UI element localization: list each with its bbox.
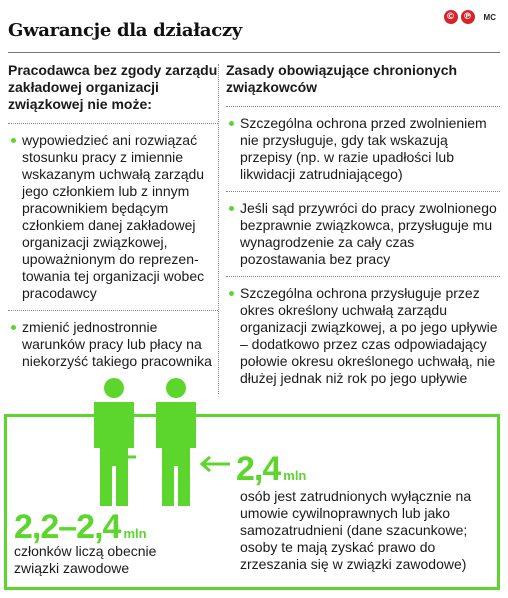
- dotted-separator: [8, 123, 218, 124]
- arrow-right-icon: [196, 455, 232, 473]
- stat-value: 2,2–2,4: [14, 508, 121, 546]
- stat-unit: mln: [123, 526, 147, 541]
- right-column-heading: Zasady obowiązujące chronionych związkowców: [226, 62, 458, 95]
- right-list-item: Szczególna ochrona przed zwolnieniem nie przysługuje, gdy tak wskazują przepisy (np. w razie upadłości lub likwidacji zatrudniającego): [226, 115, 500, 183]
- page-title: Gwarancje dla działaczy: [8, 20, 242, 41]
- contract-workers-stat: [236, 452, 306, 493]
- dotted-separator: [226, 191, 500, 192]
- column-divider: [218, 64, 219, 394]
- right-list-item: Szczególna ochrona przysługuje przez okres określony uchwałą zarządu organizacji związkowej, a po jego upływie – dodatkowo przez czas odpowiadający połowie okresu określonego uchwałą, nie dłużej jednak niż rok po jego upływie: [226, 285, 500, 387]
- phonogram-logo-icon: ℗: [461, 10, 475, 24]
- union-members-description: członków liczą obecnie związki zawodowe: [14, 543, 157, 576]
- dotted-separator: [8, 310, 218, 311]
- left-list-item: wypowiedzieć ani rozwiązać stosunku pracy z imiennie wskazanym uchwałą zarządu jego członkiem lub z innym pracownikiem będącym członkiem danej zakładowej organizacji związkowej, upoważnionym do reprezen-towania tej organizacji wobec pracodawcy: [8, 132, 218, 302]
- copyright-logo-icon: ©: [444, 10, 458, 24]
- person-figure-icon: [94, 378, 134, 506]
- left-column-heading: Pracodawca bez zgody zarządu zakładowej organizacji związkowej nie może:: [8, 62, 218, 112]
- right-column: [226, 62, 500, 387]
- publisher-logos: [444, 10, 496, 24]
- dotted-separator: [226, 276, 500, 277]
- title-divider: [8, 52, 500, 53]
- right-list-item: Jeśli sąd przywróci do pracy zwolnionego bezprawnie związkowca, przysługuje mu wynagrodzenie za cały czas pozostawania bez pracy: [226, 200, 500, 268]
- stat-value: 2,4: [236, 450, 281, 488]
- dotted-separator: [226, 106, 500, 107]
- left-list-item: zmienić jednostronnie warunków pracy lub płacy na niekorzyść takiego pracownika: [8, 319, 218, 370]
- arrow-left-icon: [108, 448, 138, 466]
- contract-workers-description: osób jest zatrudnionych wyłącznie na umowie cywilnoprawnych lub jako samozatrudnieni (dane szacunkowe; osoby te mają zyskać prawo do zrzeszania się w związki zawodowe): [240, 488, 472, 572]
- author-initials: MC: [483, 12, 496, 22]
- stat-unit: mln: [283, 468, 307, 483]
- people-illustration: [90, 378, 214, 508]
- person-figure-icon: [156, 378, 196, 506]
- left-column: [8, 62, 218, 370]
